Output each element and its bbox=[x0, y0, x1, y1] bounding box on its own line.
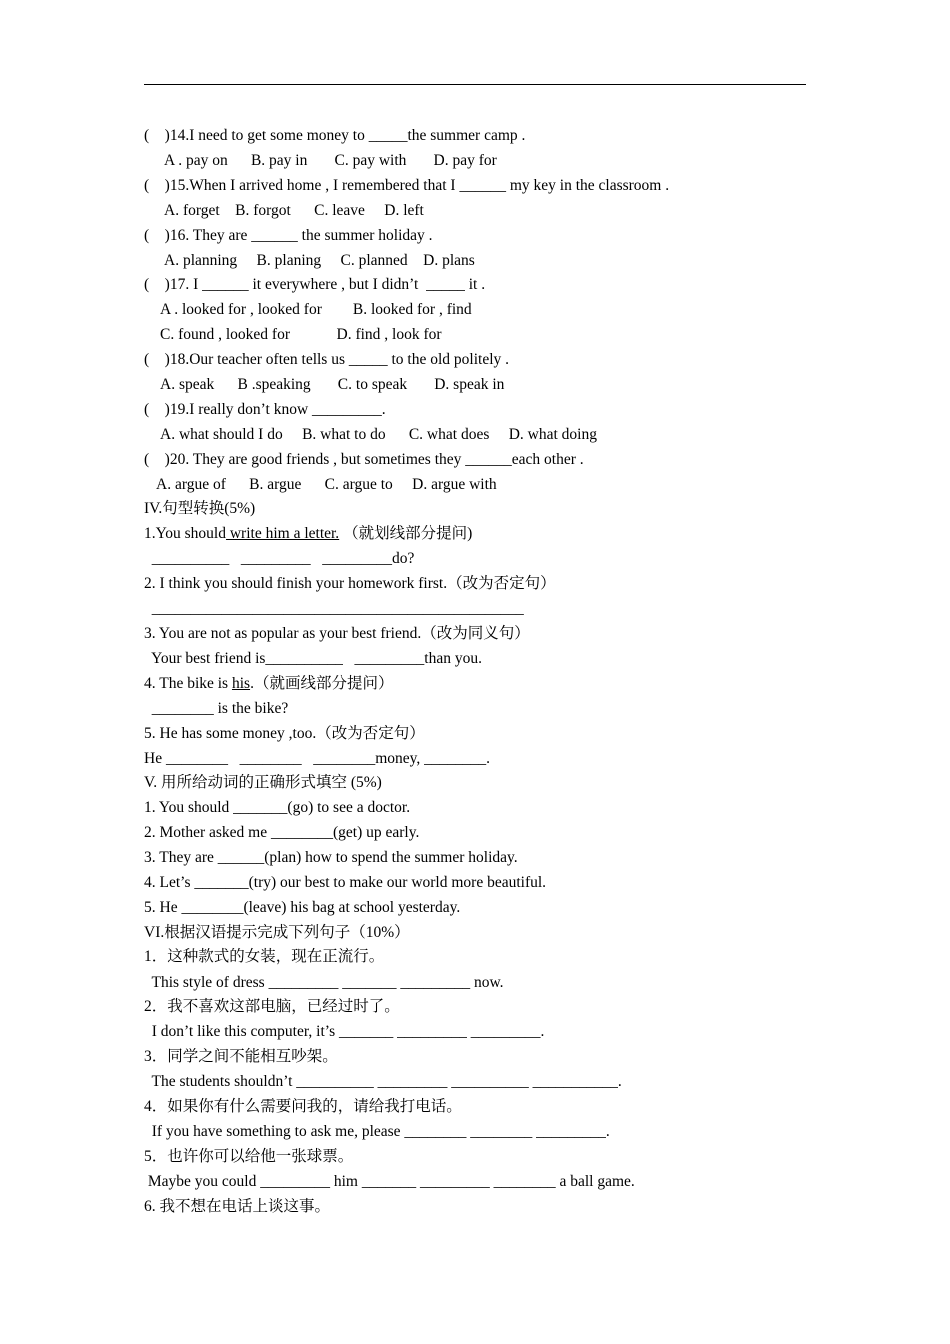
question-18-options: A. speak B .speaking C. to speak D. speak in bbox=[160, 376, 505, 393]
verb-item-5: 5. He ________(leave) his bag at school yesterday. bbox=[144, 899, 461, 916]
translate-answer-2: I don’t like this computer, it’s _______ _________ _________. bbox=[144, 1023, 545, 1040]
transform-question-4 bbox=[144, 674, 393, 694]
question-20: ( )20. They are good friends , but sometimes they ______each other . bbox=[144, 451, 584, 468]
translate-answer-1: This style of dress _________ _______ _________ now. bbox=[144, 974, 504, 991]
verb-item-3: 3. They are ______(plan) how to spend the summer holiday. bbox=[144, 849, 518, 866]
section-5-heading: V. 用所给动词的正确形式填空 (5%) bbox=[144, 774, 382, 791]
translate-answer-4: If you have something to ask me, please ________ ________ _________. bbox=[144, 1123, 610, 1140]
question-16: ( )16. They are ______ the summer holiday . bbox=[144, 227, 433, 244]
question-17: ( )17. I ______ it everywhere , but I didn’t _____ it . bbox=[144, 276, 486, 293]
transform-answer-4: ________ is the bike? bbox=[144, 700, 289, 717]
transform-answer-5: He ________ ________ ________money, ________. bbox=[144, 750, 491, 767]
q1-prefix: 1.You should bbox=[144, 525, 226, 542]
question-16-options: A. planning B. planing C. planned D. plans bbox=[164, 252, 475, 269]
q4-prefix: 4. The bike is bbox=[144, 675, 232, 692]
transform-question-3: 3. You are not as popular as your best friend.（改为同义句） bbox=[144, 625, 530, 642]
section-4-heading: IV.句型转换(5%) bbox=[144, 500, 256, 517]
verb-item-2: 2. Mother asked me ________(get) up early. bbox=[144, 824, 420, 841]
transform-answer-1: __________ _________ _________do? bbox=[144, 550, 415, 567]
translate-question-1: 1．这种款式的女装，现在正流行。 bbox=[144, 948, 385, 965]
transform-answer-2: ________________________________________________ bbox=[144, 600, 524, 617]
translate-question-5: 5．也许你可以给他一张球票。 bbox=[144, 1148, 354, 1165]
translate-question-3: 3．同学之间不能相互吵架。 bbox=[144, 1048, 338, 1065]
translate-question-6: 6. 我不想在电话上谈这事。 bbox=[144, 1198, 331, 1215]
transform-question-1 bbox=[144, 524, 472, 544]
verb-item-1: 1. You should _______(go) to see a doctor. bbox=[144, 799, 411, 816]
question-17-options-1: A . looked for , looked for B. looked for , find bbox=[160, 301, 472, 318]
question-14-options: A . pay on B. pay in C. pay with D. pay for bbox=[164, 152, 497, 169]
translate-question-4: 4．如果你有什么需要问我的，请给我打电话。 bbox=[144, 1098, 462, 1115]
header-rule bbox=[144, 84, 806, 85]
verb-item-4: 4. Let’s _______(try) our best to make our world more beautiful. bbox=[144, 874, 547, 891]
question-17-options-2: C. found , looked for D. find , look for bbox=[160, 326, 442, 343]
question-20-options: A. argue of B. argue C. argue to D. argue with bbox=[156, 476, 497, 493]
q4-instruction: .（就画线部分提问） bbox=[250, 675, 394, 692]
question-15: ( )15.When I arrived home , I remembered that I ______ my key in the classroom . bbox=[144, 177, 670, 194]
q4-underlined: his bbox=[231, 675, 251, 692]
question-19-options: A. what should I do B. what to do C. what does D. what doing bbox=[160, 426, 597, 443]
transform-question-5: 5. He has some money ,too.（改为否定句） bbox=[144, 725, 425, 742]
translate-answer-3: The students shouldn’t __________ _________ __________ ___________. bbox=[144, 1073, 622, 1090]
question-18: ( )18.Our teacher often tells us _____ to the old politely . bbox=[144, 351, 510, 368]
transform-answer-3: Your best friend is__________ _________than you. bbox=[144, 650, 482, 667]
transform-question-2: 2. I think you should finish your homework first.（改为否定句） bbox=[144, 575, 556, 592]
q1-instruction: （就划线部分提问) bbox=[339, 525, 473, 542]
question-19: ( )19.I really don’t know _________. bbox=[144, 401, 386, 418]
question-14: ( )14.I need to get some money to _____the summer camp . bbox=[144, 127, 526, 144]
translate-question-2: 2．我不喜欢这部电脑，已经过时了。 bbox=[144, 998, 400, 1015]
q1-underlined: write him a letter. bbox=[225, 525, 340, 542]
translate-answer-5: Maybe you could _________ him _______ _________ ________ a ball game. bbox=[144, 1173, 635, 1190]
question-15-options: A. forget B. forgot C. leave D. left bbox=[164, 202, 424, 219]
section-6-heading: VI.根据汉语提示完成下列句子（10%） bbox=[144, 924, 410, 941]
